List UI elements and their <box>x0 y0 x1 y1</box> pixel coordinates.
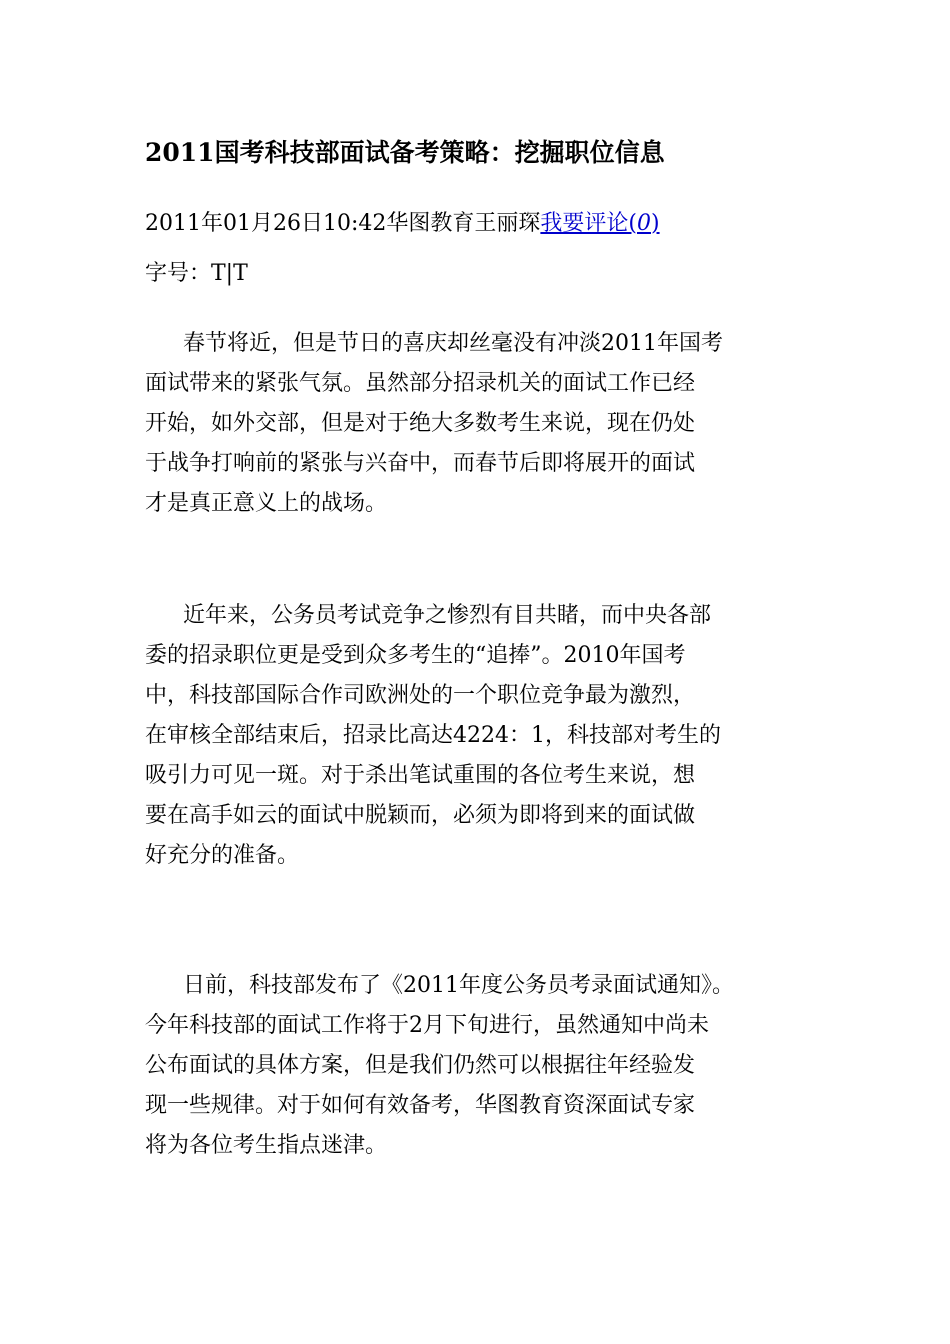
paragraph-line: 要在高手如云的面试中脱颖而，必须为即将到来的面试做 <box>145 803 696 828</box>
paragraph-line: 公布面试的具体方案，但是我们仍然可以根据往年经验发 <box>145 1053 696 1078</box>
comment-count: 0 <box>636 211 651 236</box>
article-paragraph-1 <box>145 324 825 524</box>
comment-link[interactable]: 我要评论(0) <box>540 211 660 236</box>
paragraph-line: 现一些规律。对于如何有效备考，华图教育资深面试专家 <box>145 1093 696 1118</box>
paragraph-line: 将为各位考生指点迷津。 <box>145 1133 388 1158</box>
paragraph-line: 春节将近，但是节日的喜庆却丝毫没有冲淡2011年国考 <box>183 331 723 356</box>
article-date-source: 2011年01月26日10:42华图教育王丽琛 <box>145 211 541 236</box>
paragraph-line: 吸引力可见一斑。对于杀出笔试重围的各位考生来说，想 <box>145 763 696 788</box>
paragraph-line: 开始，如外交部，但是对于绝大多数考生来说，现在仍处 <box>145 411 696 436</box>
paragraph-line: 才是真正意义上的战场。 <box>145 491 388 516</box>
paragraph-line: 面试带来的紧张气氛。虽然部分招录机关的面试工作已经 <box>145 371 696 396</box>
paragraph-line: 于战争打响前的紧张与兴奋中，而春节后即将展开的面试 <box>145 451 696 476</box>
paragraph-line: 中，科技部国际合作司欧洲处的一个职位竞争最为激烈， <box>145 683 696 708</box>
font-size-control[interactable]: 字号：T|T <box>145 261 248 286</box>
paragraph-line: 日前，科技部发布了《2011年度公务员考录面试通知》。 <box>183 973 734 998</box>
article-title: 2011国考科技部面试备考策略：挖掘职位信息 <box>145 138 665 167</box>
paragraph-line: 好充分的准备。 <box>145 843 300 868</box>
article-meta <box>145 204 660 244</box>
article-paragraph-2 <box>145 596 825 876</box>
paragraph-line: 委的招录职位更是受到众多考生的“追捧”。2010年国考 <box>145 643 686 668</box>
paragraph-line: 近年来，公务员考试竞争之惨烈有目共睹，而中央各部 <box>183 603 712 628</box>
paragraph-line: 今年科技部的面试工作将于2月下旬进行，虽然通知中尚未 <box>145 1013 709 1038</box>
paragraph-line: 在审核全部结束后，招录比高达4224：1，科技部对考生的 <box>145 723 721 748</box>
article-paragraph-3 <box>145 966 825 1166</box>
